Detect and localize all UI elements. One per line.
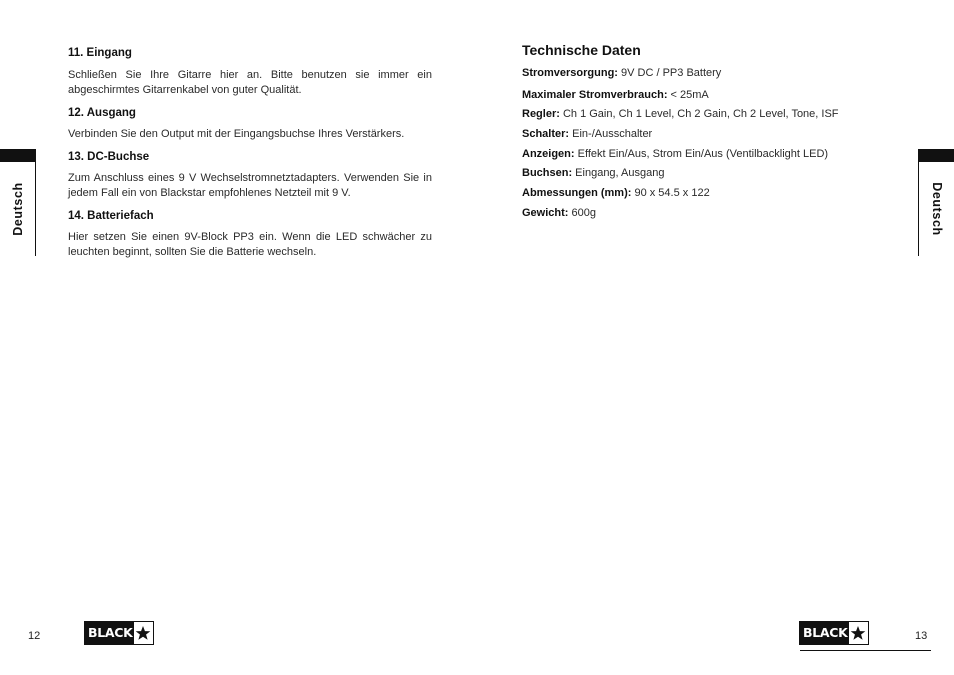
- spec-row: [522, 186, 922, 201]
- spec-label: Anzeigen:: [522, 147, 575, 160]
- star-icon: [848, 622, 868, 644]
- spec-value: Effekt Ein/Aus, Strom Ein/Aus (Ventilbacklight LED): [574, 147, 829, 160]
- logo-word: BLACK: [803, 625, 848, 640]
- spec-value: < 25mA: [667, 88, 709, 101]
- spec-value: Ch 1 Gain, Ch 1 Level, Ch 2 Gain, Ch 2 Level, Tone, ISF: [559, 108, 839, 121]
- spec-label: Buchsen:: [522, 167, 573, 180]
- spec-value: 600g: [568, 206, 596, 219]
- page-number: 12: [28, 630, 41, 642]
- section-body: Schließen Sie Ihre Gitarre hier an. Bitte benutzen sie immer ein abgeschirmtes Gitarrenkabel von guter Qualität.: [68, 69, 432, 96]
- section-heading: 12. Ausgang: [68, 107, 136, 119]
- side-tab-left: [0, 149, 36, 256]
- section-heading: 13. DC-Buchse: [68, 151, 150, 163]
- spec-value: Ein-/Ausschalter: [569, 127, 653, 140]
- section-eingang: [68, 45, 432, 98]
- section-body: Verbinden Sie den Output mit der Eingangsbuchse Ihres Verstärkers.: [68, 128, 405, 140]
- section-body: Zum Anschluss eines 9 V Wechselstromnetztadapters. Verwenden Sie in jedem Fall ein von Blackstar empfohlenes Netzteil mit 9 V.: [68, 172, 432, 199]
- spec-row: [522, 127, 922, 142]
- spec-label: Maximaler Stromverbrauch:: [522, 88, 668, 101]
- section-batteriefach: [68, 208, 432, 260]
- spec-row: [522, 88, 922, 103]
- star-icon: [133, 622, 153, 644]
- feature-list: [68, 45, 432, 267]
- spec-title: Technische Daten: [522, 42, 641, 58]
- footer-rule: [800, 650, 931, 651]
- side-tab-label: Deutsch: [10, 182, 25, 236]
- right-page: [477, 0, 954, 675]
- section-ausgang: [68, 105, 432, 142]
- spec-label: Schalter:: [522, 127, 570, 140]
- blackstar-logo: [84, 621, 154, 645]
- spec-label: Abmessungen (mm):: [522, 186, 632, 199]
- section-dc-buchse: [68, 149, 432, 201]
- spec-value: 90 x 54.5 x 122: [631, 186, 710, 199]
- spec-row: [522, 66, 922, 81]
- page-number: 13: [915, 630, 928, 642]
- spec-row: [522, 107, 922, 122]
- spec-label: Regler:: [522, 108, 560, 121]
- spec-value: 9V DC / PP3 Battery: [617, 67, 722, 79]
- section-heading: 11. Eingang: [68, 47, 132, 59]
- spec-label: Stromversorgung:: [522, 67, 618, 79]
- side-tab-label: Deutsch: [929, 182, 944, 236]
- blackstar-logo: [799, 621, 869, 645]
- logo-word: BLACK: [88, 625, 133, 640]
- section-body: Hier setzen Sie einen 9V-Block PP3 ein. Wenn die LED schwächer zu leuchten beginnt, sollten Sie die Batterie wechseln.: [68, 231, 432, 258]
- spec-label: Gewicht:: [522, 206, 569, 219]
- spec-row: [522, 206, 922, 221]
- spec-row: [522, 147, 922, 162]
- section-heading: 14. Batteriefach: [68, 210, 154, 222]
- side-tab-right: [918, 149, 954, 256]
- spec-row: [522, 166, 922, 181]
- spec-value: Eingang, Ausgang: [572, 167, 665, 180]
- technical-data: [522, 41, 922, 225]
